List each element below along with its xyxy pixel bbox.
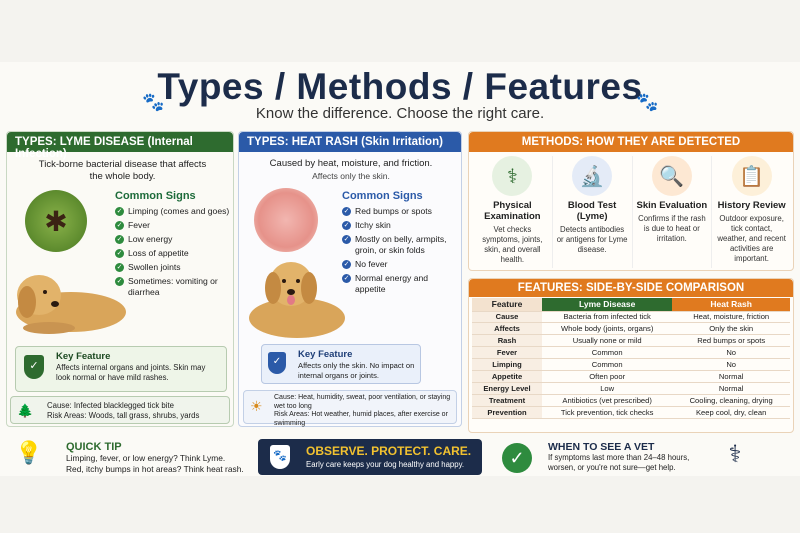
lyme-cause: Cause: Infected blacklegged tick bite: [47, 401, 174, 410]
tick-image: ✱: [25, 190, 87, 252]
table-row: Prevention Tick prevention, tick checks Keep cool, dry, clean: [472, 406, 790, 418]
heat-key-text: Affects only the skin. No impact on internal organs or joints.: [298, 361, 415, 380]
check-icon: ✓: [116, 278, 123, 285]
list-item: ✓ Mostly on belly, armpits, groin, or skin folds: [343, 234, 447, 255]
heat-key-title: Key Feature: [298, 349, 353, 360]
banner-subtitle: Early care keeps your dog healthy and happy.: [306, 460, 465, 469]
page-title: Types / Methods / Features: [157, 66, 643, 107]
list-item: ✓ Swollen joints: [116, 262, 181, 272]
care-banner: [258, 439, 482, 475]
shield-icon: ✓: [268, 352, 286, 374]
lyme-panel-header: TYPES: LYME DISEASE (Internal Infection): [7, 132, 233, 152]
clipboard-icon: 📋: [732, 156, 772, 196]
vet-advice: [548, 441, 698, 473]
table-row: Limping Common No: [472, 359, 790, 371]
check-icon: ✓: [116, 236, 123, 243]
list-item: ✓ Itchy skin: [343, 220, 391, 230]
skin-rash-image: [254, 188, 318, 252]
check-icon: ✓: [116, 222, 123, 229]
microscope-icon: 🔬: [572, 156, 612, 196]
table-row: Treatment Antibiotics (vet prescribed) Cooling, cleaning, drying: [472, 394, 790, 406]
list-item: ✓ Loss of appetite: [116, 248, 189, 258]
check-icon: ✓: [343, 236, 350, 243]
lying-dog-image: [9, 250, 129, 340]
heat-description: Caused by heat, moisture, and friction. Affects only the skin.: [269, 158, 433, 181]
list-item: ✓ Low energy: [116, 234, 173, 244]
comparison-table: [472, 298, 790, 419]
method-item: 🔬 Blood Test (Lyme) Detects antibodies or antigens for Lyme disease.: [553, 156, 633, 268]
table-row: Rash Usually none or mild Red bumps or spots: [472, 335, 790, 347]
heat-signs-list: [342, 206, 457, 298]
heat-cause-card: [243, 390, 457, 427]
table-row: Fever Common No: [472, 347, 790, 359]
vet-with-dog-icon: ⚕: [728, 441, 742, 468]
lyme-panel: [6, 131, 234, 427]
comparison-panel: [468, 278, 794, 433]
check-icon: ✓: [116, 264, 123, 271]
top-band: [0, 0, 800, 62]
paw-shield-icon: 🐾: [270, 445, 290, 469]
methods-panel-header: METHODS: HOW THEY ARE DETECTED: [469, 132, 793, 152]
lyme-cause-card: [10, 396, 230, 424]
vet-advice-text: If symptoms last more than 24–48 hours, worsen, or you're not sure—get help.: [548, 453, 690, 472]
list-item: ✓ Red bumps or spots: [343, 206, 432, 216]
heat-cause: Cause: Heat, humidity, sweat, poor ventilation, or staying wet too long: [274, 394, 451, 410]
check-icon: ✓: [116, 250, 123, 257]
bottom-band: [0, 476, 800, 533]
table-row: Energy Level Low Normal: [472, 382, 790, 394]
list-item: ✓ Sometimes: vomiting or diarrhea: [116, 276, 218, 297]
col-lyme-header: Lyme Disease: [542, 298, 672, 311]
table-row: Cause Bacteria from infected tick Heat, moisture, friction: [472, 311, 790, 323]
check-icon: ✓: [343, 208, 350, 215]
check-icon: ✓: [343, 275, 350, 282]
list-item: ✓ Limping (comes and goes): [116, 206, 230, 216]
lyme-key-text: Affects internal organs and joints. Skin may look normal or have mild rashes.: [56, 363, 206, 382]
vet-advice-title: WHEN TO SEE A VET: [548, 441, 655, 453]
heat-panel-header: TYPES: HEAT RASH (Skin Irritation): [239, 132, 461, 152]
col-feature-header: Feature: [472, 298, 542, 311]
method-item: 📋 History Review Outdoor exposure, tick contact, weather, and recent activities are important.: [712, 156, 791, 268]
method-item: 🔍 Skin Evaluation Confirms if the rash is due to heat or irritation.: [633, 156, 713, 268]
methods-panel: [468, 131, 794, 271]
banner-title: OBSERVE. PROTECT. CARE.: [306, 444, 472, 458]
lyme-key-feature-card: [15, 346, 227, 392]
check-icon: ✓: [343, 261, 350, 268]
table-row: Appetite Often poor Normal: [472, 370, 790, 382]
page-subtitle: Know the difference. Choose the right care.: [255, 105, 545, 122]
lyme-risk: Risk Areas: Woods, tall grass, shrubs, yards: [47, 411, 200, 420]
stethoscope-icon: ⚕: [492, 156, 532, 196]
paw-icon: 🐾: [142, 92, 165, 112]
lyme-key-title: Key Feature: [56, 351, 111, 362]
list-item: ✓ No fever: [343, 259, 388, 269]
quick-tip-title: QUICK TIP: [66, 441, 122, 453]
methods-list: [473, 156, 791, 268]
check-icon: ✓: [343, 222, 350, 229]
comparison-panel-header: FEATURES: SIDE-BY-SIDE COMPARISON: [469, 279, 793, 297]
tree-icon: 🌲: [17, 403, 34, 418]
sun-icon: ☀: [250, 398, 263, 414]
sitting-dog-image: [239, 248, 349, 343]
col-heat-header: Heat Rash: [672, 298, 790, 311]
check-icon: ✓: [116, 208, 123, 215]
quick-tip-line2: Red, itchy bumps in hot areas? Think heat rash.: [66, 464, 244, 474]
lyme-description: Tick-borne bacterial disease that affects the whole body.: [38, 159, 207, 182]
heat-key-feature-card: [261, 344, 421, 384]
lightbulb-icon: 💡: [15, 440, 43, 465]
table-row: Affects Whole body (joints, organs) Only the skin: [472, 323, 790, 335]
heat-risk: Risk Areas: Hot weather, humid places, after exercise or swimming: [274, 411, 448, 427]
quick-tip-line1: Limping, fever, or low energy? Think Lyme.: [66, 453, 226, 463]
lyme-signs-list: [115, 206, 233, 301]
list-item: ✓ Fever: [116, 220, 150, 230]
quick-tip: [66, 441, 256, 475]
heat-signs-title: Common Signs: [342, 190, 423, 202]
lyme-signs-title: Common Signs: [115, 190, 196, 202]
heat-rash-panel: [238, 131, 462, 427]
paw-icon: 🐾: [636, 92, 659, 112]
list-item: ✓ Normal energy and appetite: [343, 273, 429, 294]
magnifier-icon: 🔍: [652, 156, 692, 196]
table-header-row: [472, 298, 790, 311]
shield-icon: ✓: [24, 355, 44, 379]
method-item: ⚕ Physical Examination Vet checks symptoms, joints, skin, and overall health.: [473, 156, 553, 268]
checkmark-icon: ✓: [502, 443, 532, 473]
